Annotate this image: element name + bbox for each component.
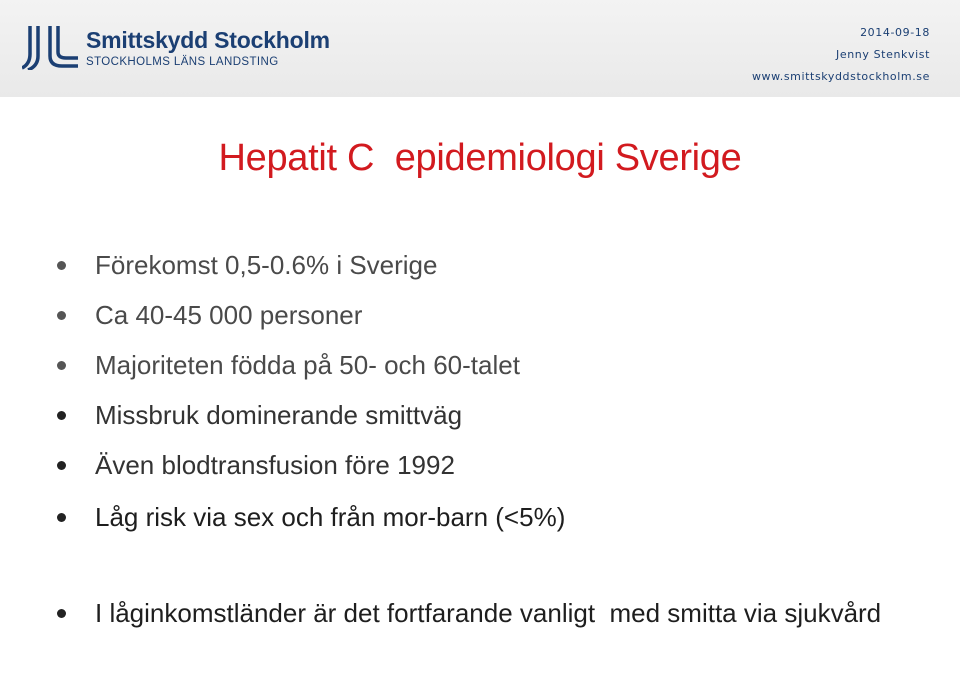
bullet-dot-icon — [57, 311, 66, 320]
slide-date: 2014-09-18 — [860, 26, 930, 39]
bullet-item — [57, 592, 917, 635]
bullet-item — [57, 394, 917, 437]
bullet-text: Missbruk dominerande smittväg — [95, 400, 463, 430]
bullet-text: Även blodtransfusion före 1992 — [95, 450, 455, 480]
bullet-text: Ca 40-45 000 personer — [95, 300, 363, 330]
bullet-dot-icon — [57, 361, 66, 370]
bullet-text: Majoriteten födda på 50- och 60-talet — [95, 350, 520, 380]
sll-logo-icon — [22, 24, 78, 70]
org-name: Smittskydd Stockholm — [86, 27, 330, 53]
slide-title: Hepatit C epidemiologi Sverige — [218, 137, 742, 179]
bullet-dot-icon — [57, 411, 66, 420]
bullet-item — [57, 244, 917, 287]
bullet-item — [57, 344, 917, 387]
bullet-item — [57, 444, 917, 487]
bullet-item — [57, 496, 917, 539]
bullet-dot-icon — [57, 461, 66, 470]
bullet-item — [57, 294, 917, 337]
bullet-dot-icon — [57, 513, 66, 522]
org-subtitle: STOCKHOLMS LÄNS LANDSTING — [86, 56, 279, 68]
bullet-text: I låginkomstländer är det fortfarande vanligt med smitta via sjukvård — [95, 598, 882, 628]
bullet-dot-icon — [57, 609, 66, 618]
slide-author: Jenny Stenkvist — [836, 48, 930, 61]
bullet-text: Förekomst 0,5-0.6% i Sverige — [95, 250, 438, 280]
bullet-text: Låg risk via sex och från mor-barn (<5%) — [95, 502, 566, 532]
slide-header — [0, 0, 960, 97]
slide-meta — [752, 22, 930, 88]
slide-url: www.smittskyddstockholm.se — [751, 70, 930, 83]
bullet-dot-icon — [57, 261, 66, 270]
